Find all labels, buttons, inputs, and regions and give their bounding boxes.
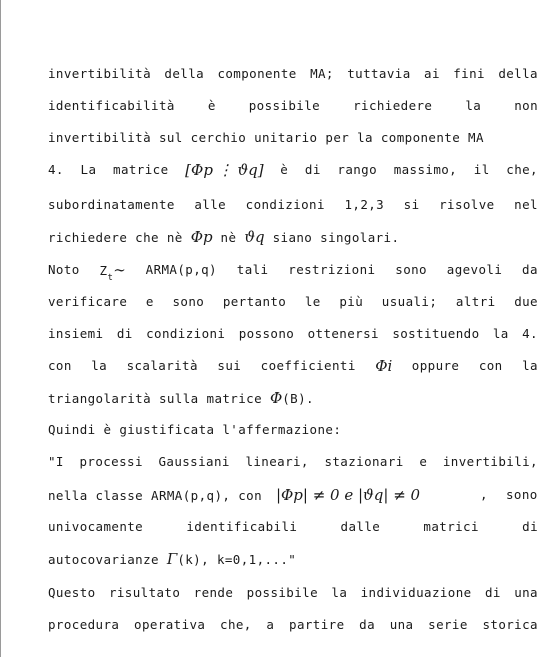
text-line: nella classe ARMA(p,q), con |Φp| ≠ 0 e |ϑq| ≠ 0 , sono xyxy=(48,486,538,504)
text-line: procedura operativa che, a partire da una serie storica xyxy=(48,617,538,632)
text-line: invertibilità della componente MA; tuttavia ai fini della xyxy=(48,66,538,81)
handwritten-gamma: Γ xyxy=(166,550,178,568)
handwritten-matrix-phi-theta: [Φp ⋮ ϑq] xyxy=(185,161,264,179)
text-line: identificabilità è possibile richiedere la non xyxy=(48,98,538,113)
text-line: univocamente identificabili dalle matrici di xyxy=(48,519,538,534)
text-line: autocovarianze Γ(k), k=0,1,..." xyxy=(48,550,297,568)
z-t-symbol: $Z_t\sim$ xyxy=(99,261,126,283)
handwritten-phi: Φ xyxy=(269,389,283,407)
text-line: Questo risultato rende possibile la individuazione di una xyxy=(48,585,538,600)
text-line: Noto $Z_t\sim$ ARMA(p,q) tali restrizioni sono agevoli da xyxy=(48,261,538,287)
handwritten-phi-i: Φi xyxy=(375,357,393,375)
text-line: subordinatamente alle condizioni 1,2,3 si risolve nel xyxy=(48,197,538,212)
handwritten-tilde: ∼ xyxy=(113,261,126,279)
text-line: richiedere che nè Φp nè ϑq siano singolari. xyxy=(48,228,400,246)
handwritten-phi-p: Φp xyxy=(190,228,213,246)
text-line: con la scalarità sui coefficienti Φi oppure con la xyxy=(48,357,538,375)
text-line: Quindi è giustificata l'affermazione: xyxy=(48,422,342,437)
text-line: insiemi di condizioni possono ottenersi sostituendo la 4. xyxy=(48,326,538,341)
text-line: 4. La matrice [Φp ⋮ ϑq] è di rango massimo, il che, xyxy=(48,161,538,179)
text-line: invertibilità sul cerchio unitario per la componente MA xyxy=(48,130,484,145)
text-line: triangolarità sulla matrice Φ(B). xyxy=(48,389,314,407)
handwritten-theta-q: ϑq xyxy=(244,228,265,246)
text-line: verificare e sono pertanto le più usuali; altri due xyxy=(48,294,538,309)
handwritten-determinant-condition: |Φp| ≠ 0 e |ϑq| ≠ 0 xyxy=(275,486,421,504)
text-line: "I processi Gaussiani lineari, stazionari e invertibili, xyxy=(48,454,538,469)
page-left-edge xyxy=(0,0,1,657)
